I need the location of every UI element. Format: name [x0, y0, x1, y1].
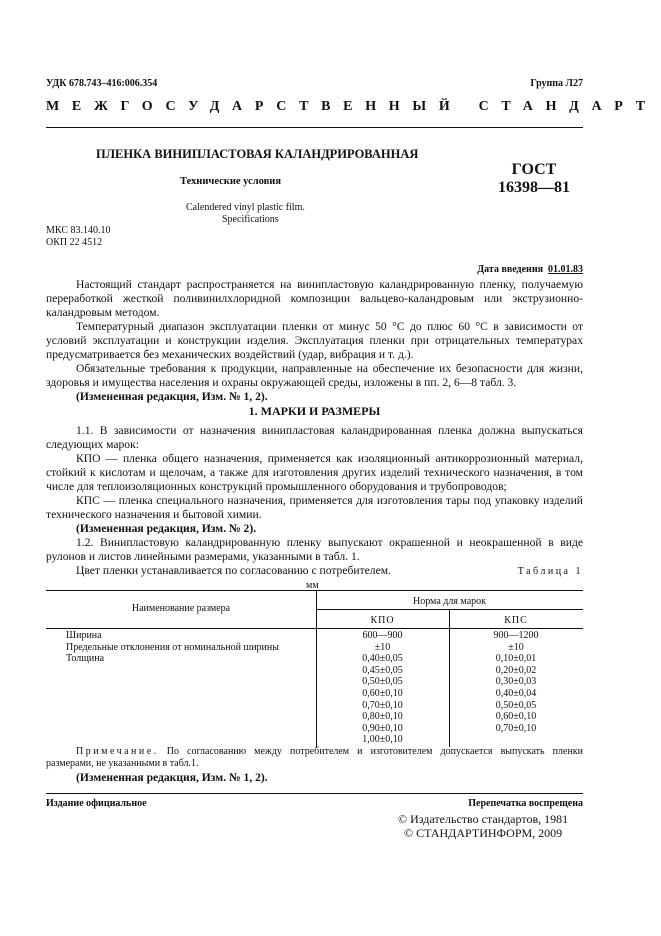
table-cell-kpo: 0,45±0,05: [362, 664, 403, 676]
table-cell-kps: 0,30±0,03: [495, 676, 537, 688]
table-note: [46, 746, 583, 770]
table-col-name-header: Наименование размера: [131, 603, 231, 614]
table-cell-kps: 0,50±0,05: [495, 699, 537, 711]
table-cell-kpo: 0,80±0,10: [362, 711, 403, 723]
table-header-rule: [46, 628, 583, 629]
clause-1-1: 1.1. В зависимости от назначения винипластовая каландрированная пленка должна выпускаться следующих марок:: [46, 424, 583, 451]
section-1-heading: 1. МАРКИ И РАЗМЕРЫ: [248, 404, 381, 418]
table-cell-kps: 0,10±0,01: [495, 653, 537, 665]
intro-paragraph-2: Температурный диапазон эксплуатации пленки от минус 50 °С до плюс 60 °С в зависимости от условий эксплуатации и конструкции изделия. Эксплуатация пленки при отрицательных температурах предусматривается без механических воздействий (удар, вибрация и т. д.).: [46, 320, 583, 361]
okp-code: ОКП 22 4512: [46, 237, 103, 248]
kps-description: КПС — пленка специального назначения, применяется для изготовления тары под упаковку изделий технического назначения и бытовой химии.: [46, 494, 583, 521]
table-cell-kps: 0,20±0,02: [495, 664, 537, 676]
table-cell-kps: 900—1200: [493, 630, 539, 641]
udk-code: УДК 678.743–416:006.354: [46, 78, 158, 89]
mks-code: МКС 83.140.10: [46, 225, 111, 236]
gost-number: 16398—81: [498, 179, 570, 196]
english-title-line1: Calendered vinyl plastic film.: [186, 202, 305, 213]
official-edition: Издание официальное: [46, 798, 147, 809]
table-col-kps-header: КПС: [504, 615, 528, 626]
table-cell-kpo: 0,50±0,05: [362, 676, 403, 688]
effective-date-label: Дата введения: [477, 264, 543, 275]
footer-divider: [46, 793, 583, 794]
table-cell-kpo: 0,60±0,10: [362, 688, 403, 699]
table-cell-kps: ±10: [508, 641, 524, 653]
intro-text: [46, 278, 583, 404]
table-cell-kpo: 0,40±0,05: [362, 653, 403, 665]
table-cell-kps: 0,40±0,04: [495, 688, 537, 699]
reprint-prohibited: Перепечатка воспрещена: [468, 798, 583, 809]
kpo-description: КПО — пленка общего назначения, применяется как изоляционный антикоррозионный материал, стойкий к кислотам и щелочам, а также для изготовления других изделий технического назначения, в том числе для теплоизоляционных конструкций промышленного оборудования и трубопроводов;: [46, 452, 583, 493]
section-1-revision-note: (Измененная редакция, Изм. № 2).: [76, 522, 257, 535]
intro-paragraph-1: Настоящий стандарт распространяется на винипластовую каландрированную пленку, получаемую переработкой жесткой поливинилхлоридной композиции вальцево-каландровым или экструзионно-каландровым методом.: [46, 278, 583, 319]
table-cell-kpo: 0,90±0,10: [362, 722, 403, 734]
table-1-caption: Таблица 1: [517, 566, 583, 577]
table-row-name: Предельные отклонения от номинальной ширины: [66, 641, 279, 653]
note-text: По согласованию между потребителем и изготовителем допускается выпускать пленки размерами, не указанными в табл.1.: [46, 746, 583, 769]
table-col-norm-header: Норма для марок: [412, 596, 486, 607]
section-1-text: [46, 424, 583, 578]
effective-date-value: 01.01.83: [548, 264, 583, 275]
table-row-name: Толщина: [66, 653, 105, 665]
note-label: Примечание.: [76, 746, 159, 757]
table-cell-kpo: 600—900: [362, 630, 403, 641]
color-note: Цвет пленки устанавливается по согласованию с потребителем.: [76, 564, 391, 577]
table-row-name: Ширина: [66, 630, 102, 641]
interstate-standard-banner: МЕЖГОСУДАРСТВЕННЫЙ СТАНДАРТ: [46, 99, 658, 114]
copyright-1981: © Издательство стандартов, 1981: [398, 812, 569, 826]
gost-label: ГОСТ: [511, 161, 557, 178]
table-cell-kpo: 0,70±0,10: [362, 699, 403, 711]
table-cell-kps: 0,60±0,10: [495, 711, 537, 723]
table-cell-kpo: 1,00±0,10: [362, 734, 403, 746]
note-revision: (Измененная редакция, Изм. № 1, 2).: [76, 771, 268, 784]
english-title-line2: Specifications: [222, 214, 279, 225]
table-col-kpo-header: КПО: [370, 615, 395, 626]
intro-paragraph-3: Обязательные требования к продукции, направленные на обеспечение их безопасности для жизни, здоровья и имущества населения и охраны окружающей среды, изложены в пп. 2, 6—8 табл. 3.: [46, 362, 583, 389]
clause-1-2: 1.2. Винипластовую каландрированную пленку выпускают окрашенной и неокрашенной в виде рулонов и листов линейными размерами, указанными в табл. 1.: [46, 536, 583, 563]
effective-date: [477, 264, 583, 275]
table-1-unit: мм: [306, 580, 319, 591]
table-cell-kps: 0,70±0,10: [495, 722, 537, 734]
table-cell-kpo: ±10: [374, 641, 391, 653]
document-title: ПЛЕНКА ВИНИПЛАСТОВАЯ КАЛАНДРИРОВАННАЯ: [96, 147, 419, 161]
copyright-2009: © СТАНДАРТИНФОРМ, 2009: [404, 826, 563, 840]
header-divider: [46, 127, 583, 128]
group-code: Группа Л27: [530, 78, 583, 89]
document-subtitle: Технические условия: [180, 176, 282, 187]
table-top-rule: [46, 590, 583, 591]
intro-revision-note: (Измененная редакция, Изм. № 1, 2).: [76, 390, 268, 403]
